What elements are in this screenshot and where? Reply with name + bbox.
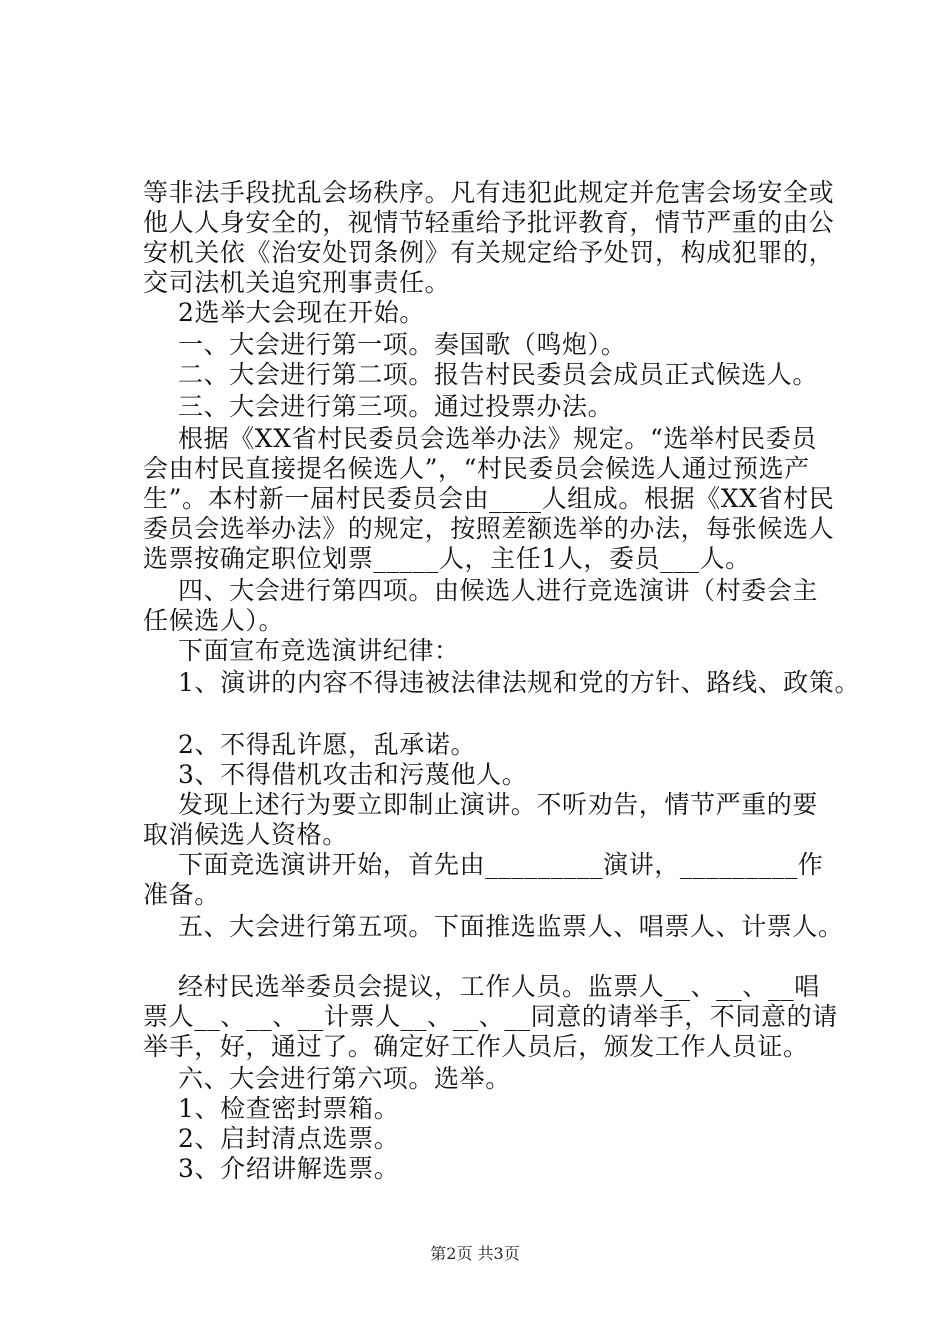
text-line: 2、启封清点选票。 [178,1124,400,1153]
text-line: 三、大会进行第三项。通过投票办法。 [178,392,614,421]
text-line: 下面宣布竞选演讲纪律： [178,636,460,665]
text-line: 会由村民直接提名候选人”，“村民委员会候选人通过预选产 [143,454,810,483]
text-line: 1、检查密封票箱。 [178,1094,400,1123]
text-line: 一、大会进行第一项。奏国歌（鸣炮）。 [178,330,627,359]
text-line: 1、演讲的内容不得违被法律法规和党的方针、路线、政策。 [178,668,861,697]
text-line: 五、大会进行第五项。下面推选监票人、唱票人、计票人。 [178,912,844,941]
text-line: 安机关依《治安处罚条例》有关规定给予处罚，构成犯罪的， [143,238,835,267]
text-line: 举手，好，通过了。确定好工作人员后，颁发工作人员证。 [143,1032,809,1061]
text-line: 3、不得借机攻击和污蔑他人。 [178,760,528,789]
text-line: 任候选人）。 [143,606,285,635]
text-line: 根据《XX省村民委员会选举办法》规定。“选举村民委员 [178,424,817,453]
text-line: 选票按确定职位划票_____人，主任1人，委员___人。 [143,544,751,573]
text-line: 票人__、__、__计票人__、__、__同意的请举手，不同意的请 [143,1002,838,1031]
text-line: 2、不得乱许愿，乱承诺。 [178,730,477,759]
text-line: 发现上述行为要立即制止演讲。不听劝告，情节严重的要 [178,790,819,819]
text-line: 下面竞选演讲开始，首先由_________演讲，_________作 [178,850,824,879]
text-line: 等非法手段扰乱会场秩序。凡有违犯此规定并危害会场安全或 [143,178,835,207]
text-line: 准备。 [143,880,220,909]
text-line: 取消候选人资格。 [143,820,348,849]
text-line: 3、介绍讲解选票。 [178,1154,400,1183]
page-footer: 第2页 共3页 [430,1244,520,1263]
text-line: 委员会选举办法》的规定，按照差额选举的办法，每张候选人 [143,514,835,543]
text-line: 四、大会进行第四项。由候选人进行竞选演讲（村委会主 [178,576,819,605]
text-line: 经村民选举委员会提议，工作人员。监票人__、__、__唱 [178,972,820,1001]
text-line: 二、大会进行第二项。报告村民委员会成员正式候选人。 [178,360,819,389]
text-line: 交司法机关追究刑事责任。 [143,268,451,297]
text-line: 六、大会进行第六项。选举。 [178,1064,511,1093]
text-line: 他人人身安全的，视情节轻重给予批评教育，情节严重的由公 [143,208,835,237]
text-line: 2选举大会现在开始。 [178,298,425,327]
text-line: 生”。本村新一届村民委员会由____人组成。根据《XX省村民 [143,484,835,513]
